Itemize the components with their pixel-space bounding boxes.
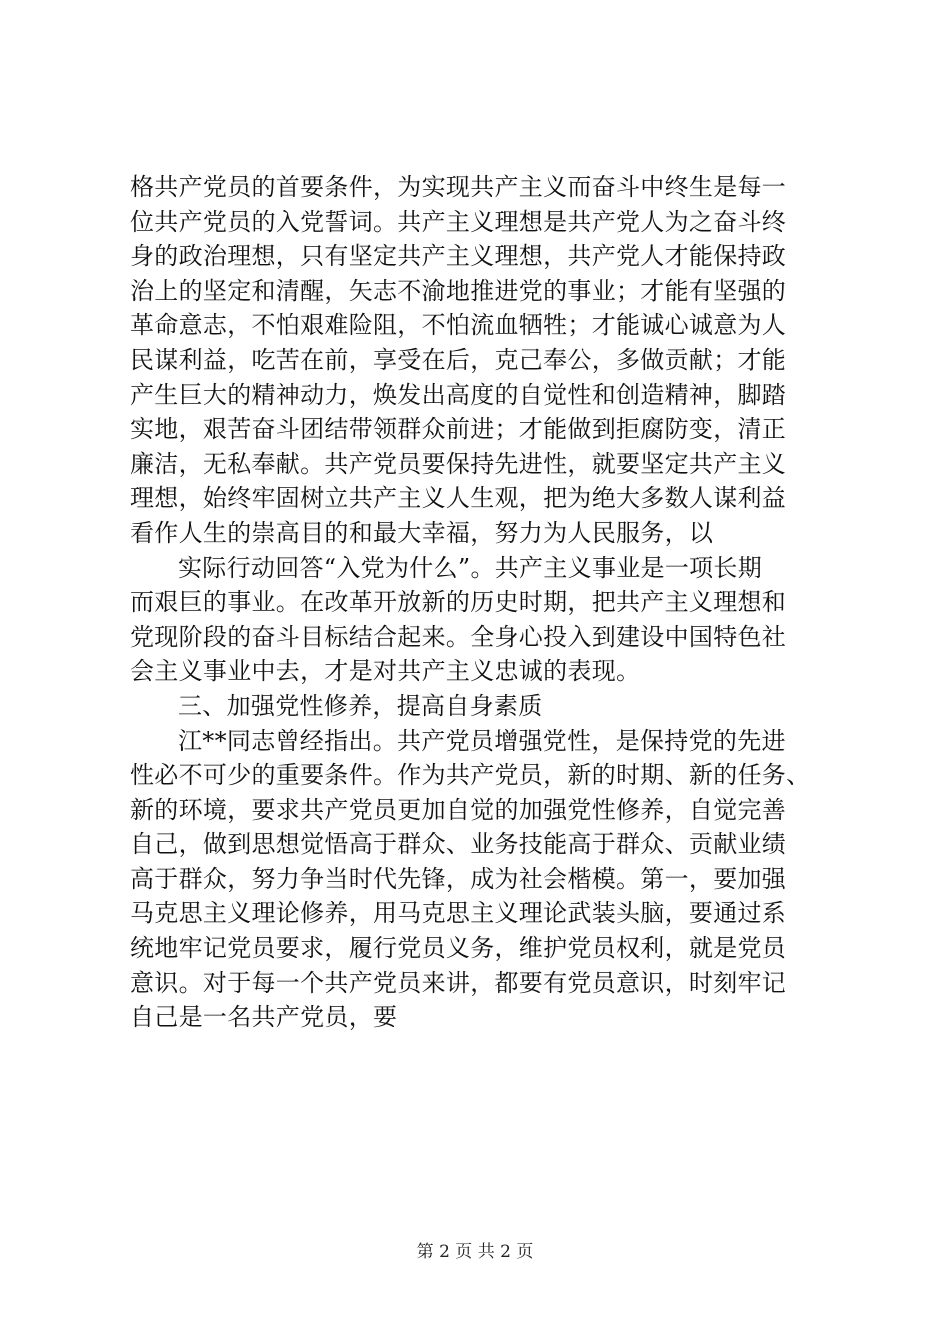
text-line: 会主义事业中去，才是对共产主义忠诚的表现。 [130,657,641,686]
text-line: 意识。对于每一个共产党员来讲，都要有党员意识，时刻牢记 [130,968,787,997]
text-line: 党现阶段的奋斗目标结合起来。全身心投入到建设中国特色社 [130,622,787,651]
text-line: 产生巨大的精神动力，焕发出高度的自觉性和创造精神，脚踏 [130,380,787,409]
text-line: 自己，做到思想觉悟高于群众、业务技能高于群众、贡献业绩 [130,830,787,859]
text-line: 格共产党员的首要条件，为实现共产主义而奋斗中终生是每一 [130,173,787,201]
text-line: 身的政治理想，只有坚定共产主义理想，共产党人才能保持政 [130,242,787,271]
text-line: 实际行动回答“入党为什么”。共产主义事业是一项长期 [178,553,763,582]
text-line: 三、加强党性修养，提高自身素质 [178,691,543,720]
text-line: 而艰巨的事业。在改革开放新的历史时期，把共产主义理想和 [130,588,787,617]
text-line: 看作人生的崇高目的和最大幸福，努力为人民服务，以 [130,518,714,547]
text-line: 民谋利益，吃苦在前，享受在后，克己奉公，多做贡献；才能 [130,345,787,374]
text-line: 自己是一名共产党员，要 [130,1003,398,1032]
text-line: 理想，始终牢固树立共产主义人生观，把为绝大多数人谋利益 [130,484,787,513]
text-line: 治上的坚定和清醒，矢志不渝地推进党的事业；才能有坚强的 [130,276,787,305]
text-line: 实地，艰苦奋斗团结带领群众前进；才能做到拒腐防变，清正 [130,415,787,444]
text-line: 位共产党员的入党誓词。共产主义理想是共产党人为之奋斗终 [130,207,787,236]
text-line: 廉洁，无私奉献。共产党员要保持先进性，就要坚定共产主义 [130,449,787,478]
page-footer: 第 2 页 共 2 页 [416,1242,534,1262]
text-line: 江**同志曾经指出。共产党员增强党性，是保持党的先进 [178,726,786,755]
text-line: 革命意志，不怕艰难险阻，不怕流血牺牲；才能诚心诚意为人 [130,311,787,340]
text-line: 高于群众，努力争当时代先锋，成为社会楷模。第一，要加强 [130,864,787,893]
text-line: 性必不可少的重要条件。作为共产党员，新的时期、新的任务、 [130,761,811,790]
text-line: 马克思主义理论修养，用马克思主义理论武装头脑，要通过系 [130,899,787,928]
text-line: 新的环境，要求共产党员更加自觉的加强党性修养，自觉完善 [130,795,787,824]
document-body [130,170,830,1035]
text-line: 统地牢记党员要求，履行党员义务，维护党员权利，就是党员 [130,934,787,963]
